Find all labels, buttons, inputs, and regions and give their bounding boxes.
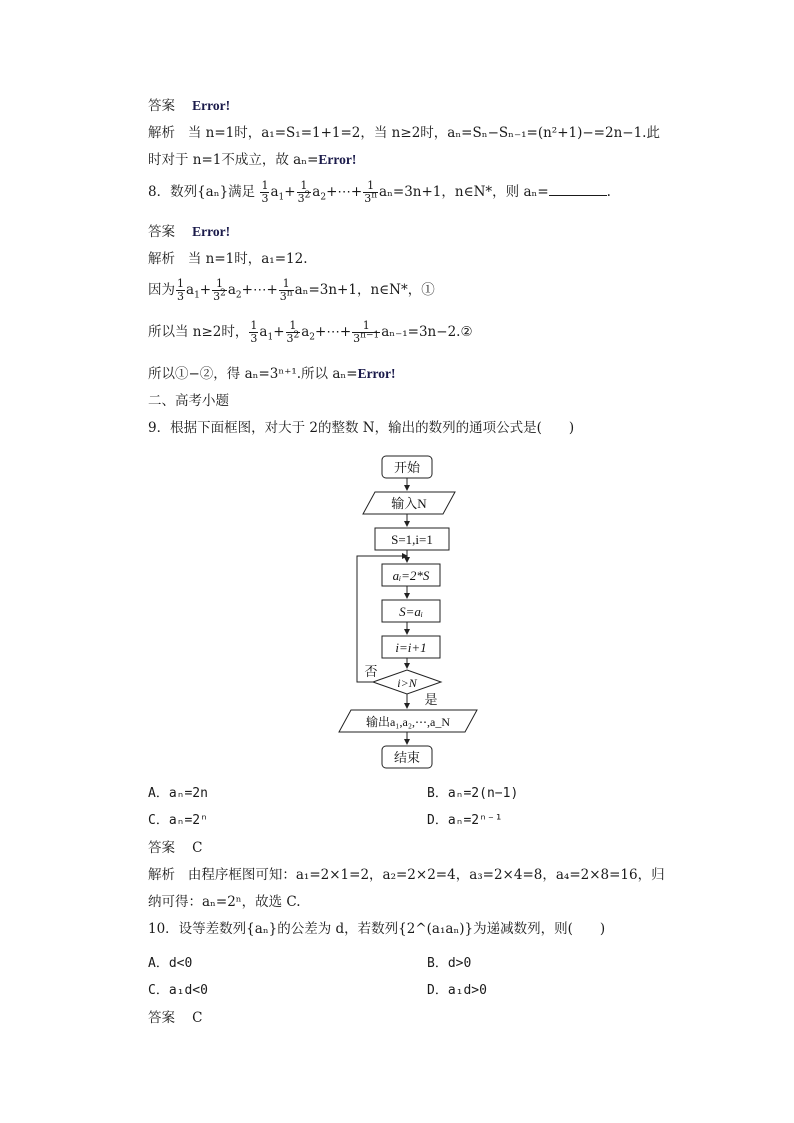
- q8-analysis-label: 解析: [148, 251, 175, 267]
- q7-analysis-error: Error!: [318, 152, 357, 167]
- q10-answer-line: [148, 1008, 203, 1028]
- section-title: 二、高考小题: [148, 393, 229, 409]
- q8-answer-value: Error!: [192, 224, 231, 239]
- q8-stem-end: .: [606, 184, 611, 200]
- q8-because-line: 因为 $\frac{1}{3}$ $a_1+$ $\frac{1}{3^2}$ $a_2+\cdots+$ $\frac{1}{3^n}$ aₙ=3n+1，n∈N*，①: [148, 277, 435, 303]
- q10-answer-value: C: [192, 1010, 203, 1026]
- flow-no-label: 否: [364, 664, 378, 679]
- q9-answer-label: 答案: [148, 840, 175, 856]
- q8-stem-suffix: aₙ=3n+1，n∈N*，则 aₙ=: [379, 184, 549, 200]
- q8-answer-label: 答案: [148, 224, 175, 240]
- q10-option-d: D．a₁d>0: [427, 983, 487, 998]
- q7-analysis-line2: [148, 150, 356, 170]
- q9-option-b: B．aₙ=2(n−1): [427, 786, 519, 801]
- fraction: $\frac{1}{3^{n-1}}$: [353, 319, 380, 345]
- q9-analysis-label: 解析: [148, 867, 175, 883]
- flow-cond-text: i>N: [397, 676, 417, 690]
- q8-because-prefix: 因为: [148, 282, 175, 298]
- q7-answer-line: [148, 96, 230, 116]
- flow-step3-text: i=i+1: [395, 640, 427, 655]
- q10-stem: 10．设等差数列{aₙ}的公差为 d，若数列{2^(a₁aₙ)}为递减数列，则( ): [148, 921, 606, 937]
- fraction: $\frac{1}{3^2}$: [213, 277, 226, 303]
- q8-stem: 8．数列{aₙ}满足 $\frac{1}{3}$ $a_1+$ $\frac{1}{3^2}$ $a_2+\cdots+$ $\frac{1}{3^n}$ aₙ=3n+1，n∈N*，则 aₙ= .: [148, 179, 611, 205]
- q9-answer-value: C: [192, 840, 203, 856]
- q7-analysis-label: 解析: [148, 125, 175, 141]
- q8-because-suffix: aₙ=3n+1，n∈N*，①: [294, 282, 435, 298]
- flow-init-text: S=1,i=1: [391, 532, 433, 547]
- q10-option-c: C．a₁d<0: [148, 983, 208, 998]
- answer-blank: [549, 183, 607, 196]
- q9-option-c: C．aₙ=2ⁿ: [148, 813, 208, 828]
- q8-so-line: 所以当 n≥2时， $\frac{1}{3}$ $a_1+$ $\frac{1}{3^2}$ $a_2+\cdots+$ $\frac{1}{3^{n-1}}$ aₙ₋₁=3n−2.②: [148, 319, 473, 345]
- fraction: $\frac{1}{3^2}$: [297, 179, 311, 205]
- q8-so-prefix: 所以当 n≥2时，: [148, 324, 249, 340]
- q10-option-a: A．d<0: [148, 956, 193, 971]
- q7-analysis-text2: 时对于 n=1不成立，故 aₙ=: [148, 152, 319, 168]
- flow-input-text: 输入N: [391, 496, 427, 511]
- q8-result-prefix: 所以①−②，得 aₙ=3ⁿ⁺¹.所以 aₙ=: [148, 366, 358, 382]
- flow-yes-label: 是: [424, 692, 438, 707]
- flow-output-text: 输出a₁,a₂,⋯,a_N: [365, 715, 451, 729]
- q9-analysis-line2: 纳可得：aₙ=2ⁿ，故选 C.: [148, 894, 301, 910]
- q7-analysis-line1: [148, 123, 660, 143]
- fraction: $\frac{1}{3^2}$: [286, 319, 300, 345]
- q9-answer-line: [148, 838, 203, 858]
- fraction: $\frac{1}{3}$: [177, 277, 184, 303]
- q8-answer-line: [148, 222, 230, 242]
- q8-stem-prefix: 8．数列{aₙ}满足: [148, 184, 256, 200]
- q8-analysis-text: 当 n=1时，a₁=12.: [187, 251, 308, 267]
- q10-option-b: B．d>0: [427, 956, 472, 971]
- flow-end-text: 结束: [393, 750, 421, 765]
- fraction: $\frac{1}{3}$: [261, 179, 269, 205]
- q9-option-a: A．aₙ=2n: [148, 786, 208, 801]
- q8-so-suffix: aₙ₋₁=3n−2.②: [381, 324, 473, 340]
- q9-stem: 9．根据下面框图，对大于 2的整数 N，输出的数列的通项公式是( ): [148, 420, 575, 436]
- q7-answer-value: Error!: [192, 98, 231, 113]
- flow-start-text: 开始: [393, 460, 421, 475]
- q7-answer-label: 答案: [148, 98, 175, 114]
- q9-analysis-line1: [148, 865, 665, 885]
- q9-analysis-text: 由程序框图可知：a₁=2×1=2，a₂=2×2=4，a₃=2×4=8，a₄=2×8=16，归: [187, 867, 665, 883]
- q7-analysis-text: 当 n=1时，a₁=S₁=1+1=2，当 n≥2时，aₙ=Sₙ−Sₙ₋₁=(n²+1)−=2n−1.此: [187, 125, 660, 141]
- fraction: $\frac{1}{3^n}$: [279, 277, 293, 303]
- fraction: $\frac{1}{3^n}$: [364, 179, 378, 205]
- flow-step2-text: S=aᵢ: [399, 604, 423, 619]
- q10-answer-label: 答案: [148, 1010, 175, 1026]
- flowchart: [335, 450, 485, 776]
- q8-result-error: Error!: [357, 366, 396, 381]
- q8-result-line: [148, 364, 396, 384]
- fraction: $\frac{1}{3}$: [250, 319, 258, 345]
- flow-step1-text: aᵢ=2*S: [392, 568, 430, 583]
- q9-option-d: D．aₙ=2ⁿ⁻¹: [427, 813, 503, 828]
- q8-analysis-line1: [148, 249, 308, 269]
